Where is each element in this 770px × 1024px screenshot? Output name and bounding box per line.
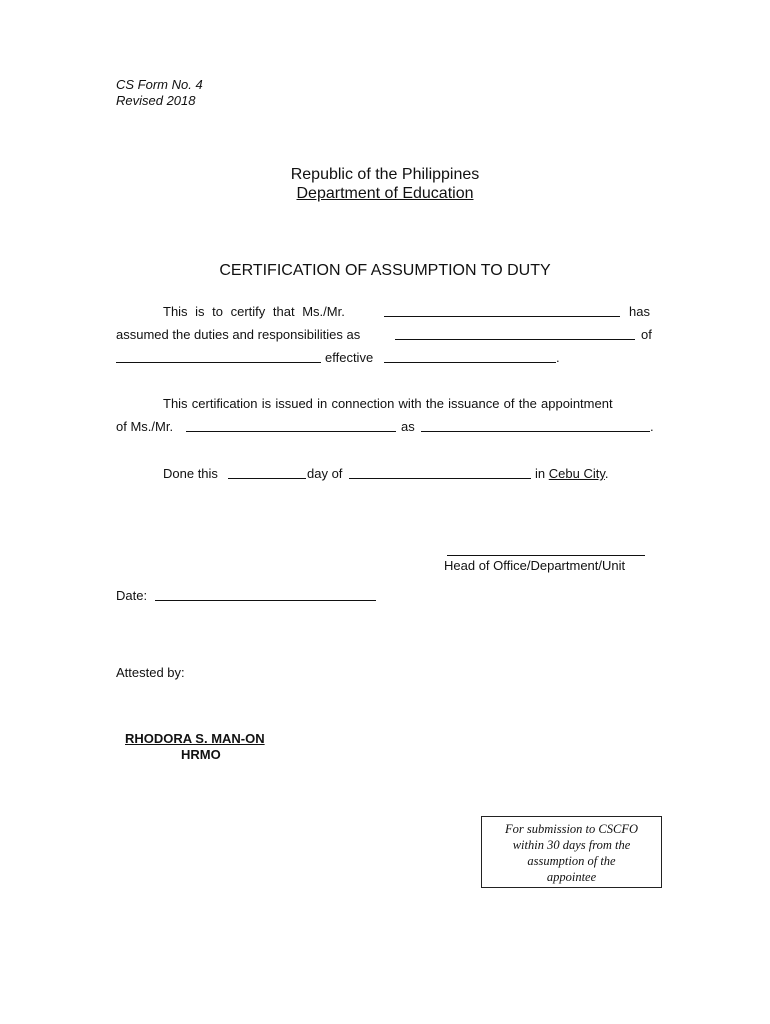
name-blank-1[interactable] <box>384 305 620 317</box>
note-line-1: For submission to CSCFO <box>504 822 638 836</box>
note-line-4: appointee <box>546 870 597 884</box>
signature-line[interactable] <box>447 544 645 556</box>
para3-period: . <box>604 466 609 481</box>
republic-heading: Republic of the Philippines <box>290 166 480 183</box>
para2-text-ms: of Ms./Mr. <box>116 419 174 434</box>
hrmo-title: HRMO <box>181 747 221 762</box>
date-blank[interactable] <box>155 589 376 601</box>
hrmo-name: RHODORA S. MAN-ON <box>125 731 265 746</box>
para1-period: . <box>556 350 560 365</box>
para3-text-in <box>535 466 609 481</box>
appointment-position-blank[interactable] <box>421 420 650 432</box>
form-number: CS Form No. 4 <box>116 77 203 92</box>
day-blank[interactable] <box>228 467 306 479</box>
para3-text-done: Done this <box>163 466 218 481</box>
department-heading: Department of Education <box>296 185 474 202</box>
para1-text-has: has <box>629 304 650 319</box>
attested-label: Attested by: <box>116 665 185 680</box>
para1-text-certify: This is to certify that Ms./Mr. <box>163 304 345 319</box>
signature-caption: Head of Office/Department/Unit <box>444 558 626 573</box>
para2-period: . <box>650 419 654 434</box>
para3-text-dayof: day of <box>307 466 343 481</box>
para1-line1 <box>163 304 345 319</box>
city-name: Cebu City <box>548 466 605 481</box>
para2-text-as: as <box>401 419 415 434</box>
month-blank[interactable] <box>349 467 531 479</box>
para3-in-word: in <box>535 466 546 481</box>
effective-date-blank[interactable] <box>384 351 556 363</box>
note-line-2: within 30 days from the <box>512 838 631 852</box>
document-title: CERTIFICATION OF ASSUMPTION TO DUTY <box>219 262 551 279</box>
para1-text-assumed: assumed the duties and responsibilities as <box>116 327 361 342</box>
form-revision: Revised 2018 <box>116 93 196 108</box>
office-blank[interactable] <box>116 351 321 363</box>
para1-text-of: of <box>641 327 652 342</box>
name-blank-2[interactable] <box>186 420 396 432</box>
note-line-3: assumption of the <box>527 854 616 868</box>
date-label: Date: <box>116 588 148 603</box>
para1-text-effective: effective <box>325 350 374 365</box>
position-blank[interactable] <box>395 328 635 340</box>
para2-text-issued: This certification is issued in connection with the issuance of the appointment <box>163 396 613 411</box>
submission-note-box <box>481 816 662 888</box>
